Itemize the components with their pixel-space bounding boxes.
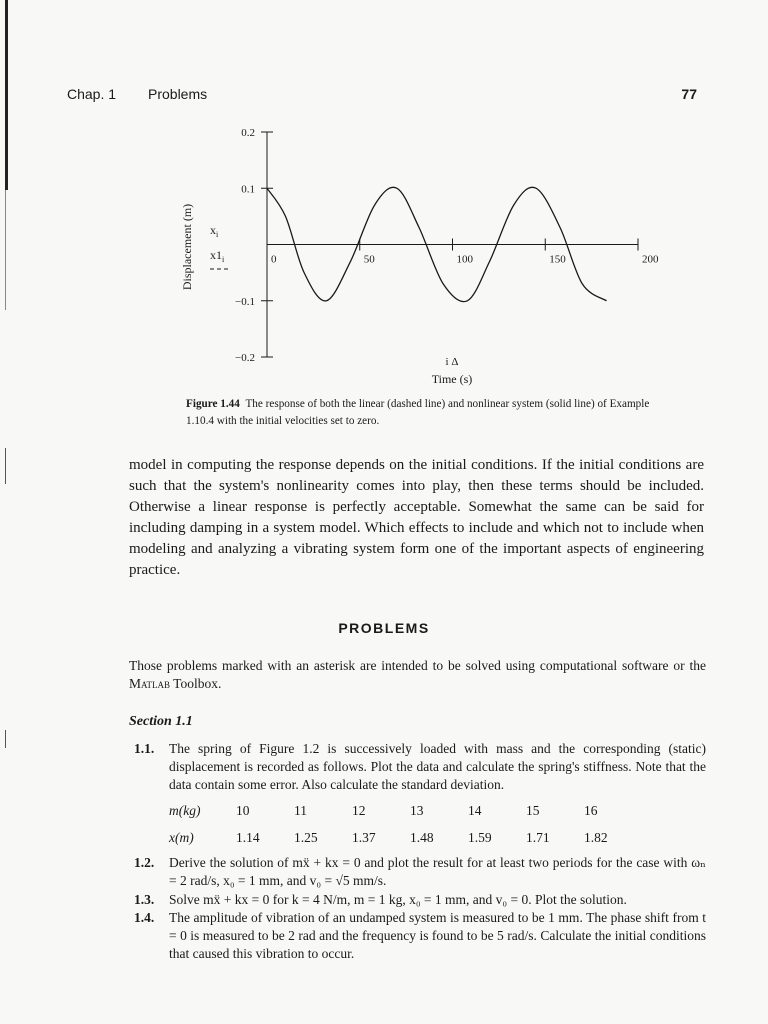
table-cell: 1.48 xyxy=(410,830,434,845)
problem-number: 1.3. xyxy=(134,892,155,907)
x-tick-label: 50 xyxy=(363,253,375,266)
table-cell: 15 xyxy=(526,803,540,818)
table-cell: 14 xyxy=(468,803,482,818)
table-cell: 1.14 xyxy=(236,830,260,845)
problem-text: The spring of Figure 1.2 is successively loaded with mass and the corresponding (static) displacement is recorded as follows. Plot the data and calculate the spring's stiffness. Note that the data contain some error. Also calculate the standard deviation. xyxy=(169,741,706,792)
chart-axes xyxy=(235,127,659,364)
data-table-mass-row xyxy=(169,803,642,819)
table-cell: 12 xyxy=(352,803,366,818)
body-paragraph: model in computing the response depends on the initial conditions. If the initial conditions are such that the system's nonlinearity comes into play, then these terms should be included. Otherwise a linear response is perfectly acceptable. Somewhat the same can be said for including damping in a system model. Which effects to include and which not to include when modeling and analyzing a vibrating system form one of the important aspects of engineering practice. xyxy=(129,457,704,578)
page-edge-mark xyxy=(5,448,6,484)
x-tick-label: 200 xyxy=(642,253,659,266)
problem-number: 1.2. xyxy=(134,855,155,870)
x-axis-label-top: i Δ xyxy=(445,356,459,368)
chart-labels xyxy=(180,204,472,386)
table-cell: 13 xyxy=(410,803,424,818)
problem-item xyxy=(134,891,706,909)
table-row-label: x(m) xyxy=(169,830,194,845)
figure-caption xyxy=(186,396,656,430)
x-axis-label: Time (s) xyxy=(431,372,473,386)
y-tick-label: 0.1 xyxy=(241,183,255,196)
table-cell: 11 xyxy=(294,803,307,818)
matlab-name: Matlab xyxy=(129,676,171,691)
x-tick-label: 100 xyxy=(456,253,473,266)
data-table-displacement-row xyxy=(169,830,642,846)
table-cell: 10 xyxy=(236,803,250,818)
y-tick-label: −0.1 xyxy=(235,295,255,308)
table-cell: 1.82 xyxy=(584,830,608,845)
problem-number: 1.1. xyxy=(134,741,155,756)
table-cell: 1.71 xyxy=(526,830,550,845)
page-edge-mark xyxy=(5,0,8,190)
figure-caption-text: The response of both the linear (dashed line) and nonlinear system (solid line) of Example 1.10.4 with the initial velocities set to zero. xyxy=(186,398,650,427)
problem-text: The amplitude of vibration of an undamped system is measured to be 1 mm. The phase shift from t = 0 is measured to be 2 rad and the frequency is found to be 5 rad/s. Calculate the initial conditions that caused this vibration to occur. xyxy=(169,910,706,961)
page-edge-mark xyxy=(5,730,6,748)
table-row-label: m(kg) xyxy=(169,803,201,818)
response-chart xyxy=(160,120,660,395)
chapter-label: Chap. 1 xyxy=(67,86,117,102)
y-axis-label: Displacement (m) xyxy=(180,203,194,291)
table-cell: 1.25 xyxy=(294,830,318,845)
problem-text: Solve mẍ + kx = 0 for k = 4 N/m, m = 1 kg, x₀ = 1 mm, and v₀ = 0. Plot the solution. xyxy=(169,892,627,907)
legend-x: $x_i$ xyxy=(210,223,219,239)
problem-text: Derive the solution of mẍ + kx = 0 and plot the result for at least two periods for the case with ωₙ = 2 rad/s, x₀ = 1 mm, and v₀ = √5 mm/s. xyxy=(169,855,706,888)
problem-item xyxy=(134,854,706,890)
x-tick-label: 0 xyxy=(271,253,277,266)
table-cell: 16 xyxy=(584,803,598,818)
section-label: Problems xyxy=(148,86,208,102)
problems-intro: Those problems marked with an asterisk are intended to be solved using computational software or the Matlab Toolbox. xyxy=(129,658,706,691)
problem-number: 1.4. xyxy=(134,910,155,925)
problem-item xyxy=(134,909,706,963)
y-tick-label: −0.2 xyxy=(235,352,255,364)
page-number: 77 xyxy=(681,86,697,102)
table-cell: 1.37 xyxy=(352,830,376,845)
figure-caption-label: Figure 1.44 xyxy=(186,398,240,410)
section-title: Section 1.1 xyxy=(129,714,193,729)
y-tick-label: 0.2 xyxy=(241,127,255,139)
legend-x1: $x1_i$ xyxy=(210,248,225,264)
table-cell: 1.59 xyxy=(468,830,492,845)
page-edge-mark xyxy=(5,190,6,310)
problems-heading: PROBLEMS xyxy=(338,620,430,636)
x-tick-label: 150 xyxy=(549,253,566,266)
problem-item xyxy=(134,740,706,794)
